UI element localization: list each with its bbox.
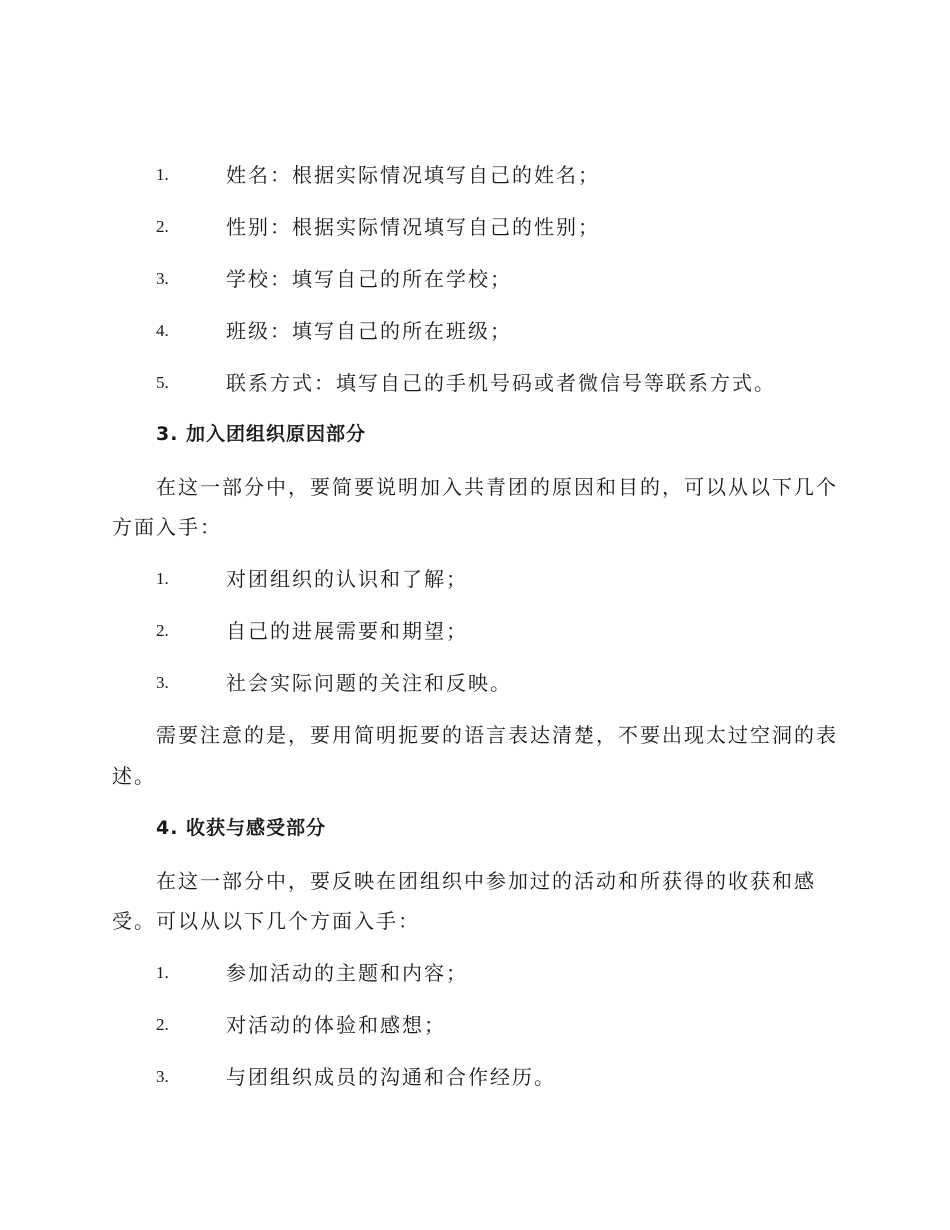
list-item-text: 参加活动的主题和内容； [226,961,468,985]
section-heading: 4. 收获与感受部分 [156,817,327,839]
list-number: 2. [156,1015,169,1034]
list-number: 2. [156,217,169,236]
list-number: 5. [156,373,169,392]
paragraph-text: 在这一部分中，要反映在团组织中参加过的活动和所获得的收获和感 [156,869,816,893]
list-number: 1. [156,165,169,184]
paragraph-text: 需要注意的是，要用简明扼要的语言表达清楚，不要出现太过空洞的表 [156,723,838,747]
paragraph-text: 方面入手： [112,515,222,539]
list-number: 3. [156,673,169,692]
paragraph-text: 在这一部分中，要简要说明加入共青团的原因和目的，可以从以下几个 [156,475,838,499]
list-item-text: 性别：根据实际情况填写自己的性别； [226,215,600,239]
paragraph-text: 受。可以从以下几个方面入手： [112,909,420,933]
list-item-text: 自己的进展需要和期望； [226,619,468,643]
list-item-text: 联系方式：填写自己的手机号码或者微信号等联系方式。 [226,371,776,395]
list-number: 4. [156,321,169,340]
list-item-text: 学校：填写自己的所在学校； [226,267,512,291]
list-item-text: 姓名：根据实际情况填写自己的姓名； [226,163,600,187]
list-number: 1. [156,963,169,982]
list-number: 3. [156,1067,169,1086]
list-item-text: 社会实际问题的关注和反映。 [226,671,512,695]
list-item-text: 对活动的体验和感想； [226,1013,446,1037]
paragraph-text: 述。 [112,764,156,788]
list-item-text: 班级：填写自己的所在班级； [226,319,512,343]
list-number: 1. [156,569,169,588]
list-item-text: 对团组织的认识和了解； [226,567,468,591]
section-heading: 3. 加入团组织原因部分 [156,423,367,445]
list-item-text: 与团组织成员的沟通和合作经历。 [226,1065,556,1089]
list-number: 3. [156,269,169,288]
list-number: 2. [156,621,169,640]
